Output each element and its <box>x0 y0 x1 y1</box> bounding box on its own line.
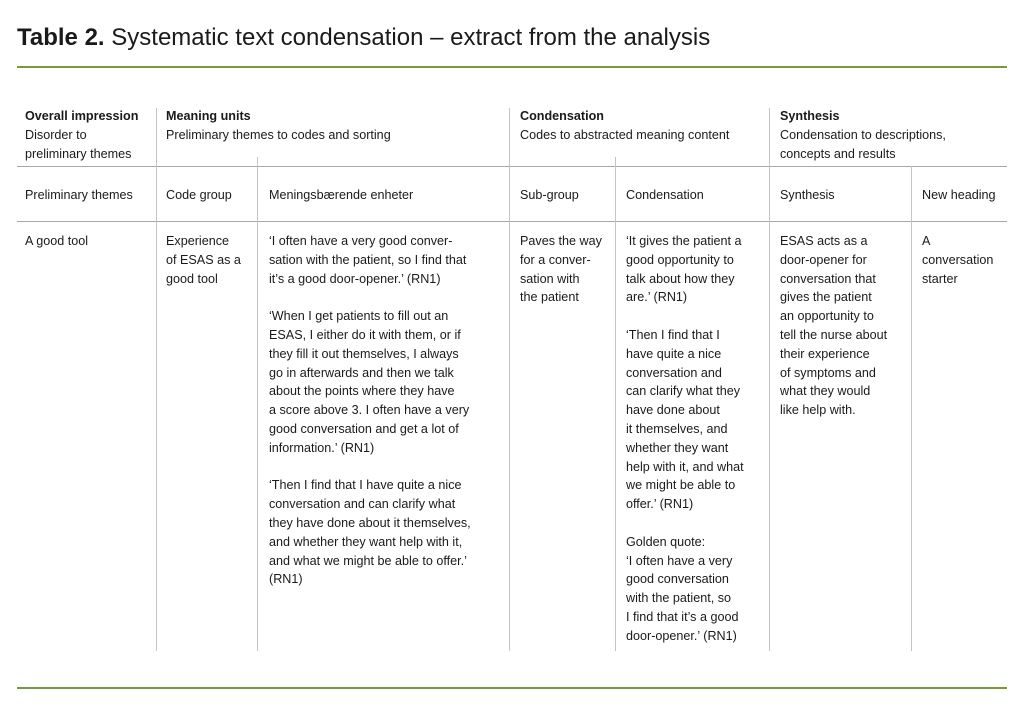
column-header-synthesis: Synthesis <box>780 188 835 202</box>
group-header-synthesis-title: Synthesis <box>780 109 840 123</box>
column-divider-2 <box>257 157 258 651</box>
cell-preliminary-theme <box>25 232 153 251</box>
column-header-code-group: Code group <box>166 188 232 202</box>
cell-new-heading <box>922 232 1012 288</box>
cell-sub-group <box>520 232 614 307</box>
group-header-condensation-title: Condensation <box>520 109 604 123</box>
condensation-quote: ‘Then I find that I have quite a nice conversation and can clarify what they have done about it themselves, and whether they want help with it, and what we might be able to offer.’ (RN1) <box>626 327 744 512</box>
column-header-condensation: Condensation <box>626 188 704 202</box>
condensation-quote: ‘It gives the patient a good opportunity to talk about how they are.’ (RN1) <box>626 234 742 305</box>
top-accent-rule <box>17 66 1007 68</box>
preliminary-theme-text: A good tool <box>25 234 89 248</box>
group-header-synthesis-subtitle: Condensation to descriptions, concepts and results <box>780 127 946 161</box>
sub-group-text: Paves the way for a conver- sation with the patient <box>520 234 602 305</box>
meaning-unit-quote: ‘I often have a very good conver- sation with the patient, so I find that it’s a good door-opener.’ (RN1) <box>269 234 467 286</box>
cell-condensation <box>626 232 768 646</box>
table-label: Table 2. <box>17 24 105 51</box>
meaning-unit-quote: ‘When I get patients to fill out an ESAS, I either do it with them, or if they fill it out themselves, I always go in afterwards and then we talk about the points where they have a score above 3. I often have a very good conversation and get a lot of information.’ (RN1) <box>269 309 470 455</box>
meaning-unit-quote: ‘Then I find that I have quite a nice conversation and can clarify what they have done about it themselves, and whether they want help with it, and what we might be able to offer.’ (RN1) <box>269 478 471 587</box>
code-group-text: Experience of ESAS as a good tool <box>166 234 241 286</box>
group-header-condensation <box>520 107 765 145</box>
group-header-meaning-title: Meaning units <box>166 109 251 123</box>
group-header-condensation-subtitle: Codes to abstracted meaning content <box>520 127 730 142</box>
group-header-meaning <box>166 107 506 145</box>
cell-synthesis <box>780 232 910 420</box>
column-header-preliminary-themes: Preliminary themes <box>25 188 133 202</box>
column-header-meaning-units: Meningsbærende enheter <box>269 188 414 202</box>
group-header-meaning-subtitle: Preliminary themes to codes and sorting <box>166 127 391 142</box>
column-divider-1 <box>156 108 157 651</box>
group-header-overall-title: Overall impression <box>25 109 139 123</box>
golden-quote: Golden quote: ‘I often have a very good conversation with the patient, so I find that it’s a good door-opener.’ (RN1) <box>626 534 739 643</box>
table-caption: Systematic text condensation – extract from the analysis <box>111 24 711 51</box>
header-divider <box>17 166 1007 167</box>
table-title <box>17 22 710 54</box>
column-header-new-heading: New heading <box>922 188 996 202</box>
column-divider-6 <box>911 166 912 651</box>
column-divider-3 <box>509 108 510 651</box>
subheader-divider <box>17 221 1007 222</box>
column-divider-4 <box>615 157 616 651</box>
cell-code-group <box>166 232 254 288</box>
group-header-overall-subtitle: Disorder to preliminary themes <box>25 127 132 161</box>
bottom-accent-rule <box>17 687 1007 689</box>
column-header-sub-group: Sub-group <box>520 188 579 202</box>
synthesis-text: ESAS acts as a door-opener for conversation that gives the patient an opportunity to tell the nurse about their experience of symptoms and what they would like help with. <box>780 234 888 418</box>
cell-meaning-units <box>269 232 507 589</box>
group-header-synthesis <box>780 107 1005 163</box>
column-divider-5 <box>769 108 770 651</box>
group-header-overall <box>25 107 153 163</box>
new-heading-text: A conversation starter <box>922 234 994 286</box>
